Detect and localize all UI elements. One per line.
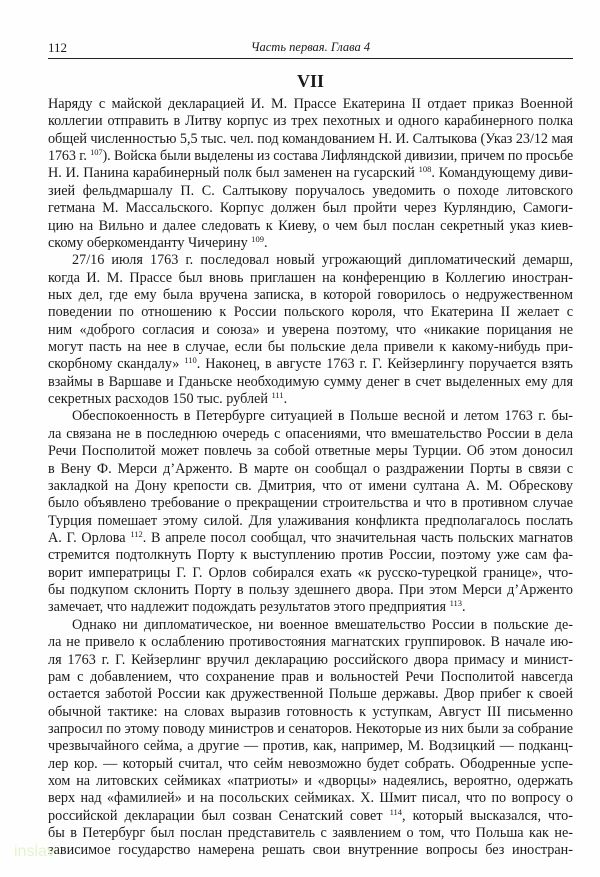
text-line-content: рам с добавлением, что сохранение прав и вольностей Речи Посполитой навсегда [48,668,573,685]
text-line [48,443,573,460]
text-line-content: цию на Вильно и далее следовать к Киеву, о чем был послан секретный указ киев- [48,217,573,234]
text-line [48,617,573,634]
text-line [48,356,573,373]
text-line [48,113,573,130]
text-line [48,461,573,478]
text-line-content: чрезвычайного сейма, а другие — против, как, например, М. Водзицкий — подканц- [48,738,573,755]
text-line [48,478,573,495]
text-line [48,322,573,339]
text-line-content: российской декларации был созван Сенатский совет [48,807,390,824]
text-line [48,686,573,703]
text-line-continuation: , который высказался, что- [402,807,573,824]
text-line-content: ним «доброго согласия и союза» и уверена поэтому, что «никакие порицания не [48,321,573,338]
text-line-content: 1763 г. [48,148,91,165]
text-line-content: общей численностью 5,5 тыс. чел. под командованием Н. И. Салтыкова (Указ 23/12 мая [48,130,573,147]
text-line [48,408,573,425]
text-line [48,565,573,582]
text-line [48,495,573,512]
text-line-content: Обеспокоенность в Петербурге ситуацией в Польше весной и летом 1763 г. бы- [72,408,573,425]
text-line [48,374,573,391]
text-line-continuation: . [263,234,268,251]
text-line [48,721,573,738]
text-line [48,304,573,321]
text-line-content: взаймы в Варшаве и Гданьске необходимую сумму денег в счет выделенных ему для [48,373,573,390]
text-line-content: зией фельдмаршалу П. С. Салтыкову поручалось уведомить о походе литовского [48,182,573,199]
text-line-content: было объявлено требование о прекращении строительства и что в противном случае [48,495,573,512]
text-line [48,652,573,669]
text-line-content: Турция помешает этому силой. Для улаживания конфликта предполагалось послать [48,512,573,529]
footnote-reference: 112 [130,528,143,539]
text-line-continuation: . Командующему диви- [431,165,573,182]
text-line [48,790,573,807]
text-line [48,669,573,686]
text-line [48,808,573,825]
text-line-content: гетмана М. Массальского. Корпус должен был пройти через Курляндию, Самоги- [48,200,573,217]
text-line-content: Наряду с майской декларацией И. М. Прассе Екатерина II отдает приказ Военной [48,96,573,112]
footnote-reference: 109 [251,233,264,244]
text-line-content: Однако ни дипломатическое, ни военное вмешательство России в польские де- [72,616,573,633]
text-line-content: ля 1763 г. Г. Кейзерлинг вручил декларацию российского двора примасу и минист- [48,651,573,668]
text-line [48,513,573,530]
text-line [48,704,573,721]
text-line-continuation: . [462,599,466,616]
text-line [48,547,573,564]
text-line-content: хом на литовских сеймиках «патриоты» и «дворцы» надеялись, вероятно, одержать [48,773,573,790]
text-line [48,252,573,269]
text-line [48,842,573,859]
text-line-content: обычной тактике: на словах выразив готовность к уступкам, Август III письменно [48,703,573,720]
text-line-content: ных дел, где ему была вручена записка, в которой говорилось о недружественном [48,286,573,303]
text-line-content: ла не привело к ослаблению противостояния магнатских группировок. В начале ию- [48,634,573,651]
text-line [48,599,573,616]
text-line-content: замечает, что надлежит подождать результатов этого предприятия [48,599,450,616]
footnote-reference: 110 [184,355,197,366]
text-line-continuation: . Наконец, в августе 1763 г. Г. Кейзерлингу поручается взять [196,356,573,373]
text-line-content: бы в Петербург был послан представитель с заявлением о том, что Польша как не- [48,825,573,842]
text-line-content: когда И. М. Прассе был вновь приглашен на конференцию в Коллегию иностран- [48,269,573,286]
text-line [48,582,573,599]
text-line-content: в Вену Ф. Мерси д’Арженто. В марте он сообщал о раздражении Порты в связи с [48,460,573,477]
text-line-content: А. Г. Орлова [48,529,131,546]
page-header [48,38,573,58]
text-line [48,200,573,217]
text-line [48,634,573,651]
text-line [48,183,573,200]
text-line [48,738,573,755]
body-text [48,96,573,860]
text-line-content: могут пасть на нее в случае, если бы польские дела привели к какому-нибудь при- [48,339,573,356]
watermark: inslav [14,843,55,860]
text-line-content: поведении по отношению к России польского короля, что Екатерина II желает с [48,304,573,321]
text-line [48,391,573,408]
text-line-content: скорбному скандалу» [48,356,185,373]
text-line [48,426,573,443]
text-line-content: закладкой на Дону крепости св. Дмитрия, что от имени султана А. М. Обрескову [48,477,573,494]
text-line-content: скому оберкоменданту Чичерину [48,234,252,251]
text-line [48,339,573,356]
text-line-content: запросил по этому поводу министров и сенаторов. Некоторые из них были за собрание [48,720,573,737]
footnote-reference: 111 [271,390,284,401]
text-line [48,165,573,182]
text-line-content: бы подкупом склонить Порту в пользу здешнего двора. При этом Мерси д’Арженто [48,582,573,599]
text-line-content: стремится подтолкнуть Порту к выступлению против России, поэтому уже сам фа- [48,547,573,564]
text-line-content: ла связана не в последнюю очередь с опасениями, что вмешательство России в дела [48,425,573,442]
text-line-content: 27/16 июля 1763 г. последовал новый угрожающий дипломатический демарш, [72,252,573,269]
text-line-continuation: . В апреле посол сообщал, что значительная часть польских магнатов [142,529,573,546]
text-line-content: лер кор. — который считал, что сейм невозможно будет собрать. Ободренные успе- [48,755,573,772]
text-line-continuation: ). Войска были выделены из состава Лифляндской дивизии, причем по просьбе [102,148,574,165]
text-line [48,287,573,304]
text-line-content: ворит императрицы Г. Г. Орлов собирался ехать «к русско-турецкой границе», что- [48,564,573,581]
text-line [48,530,573,547]
text-line-content: коллегии отправить в Литву корпус из трех пехотных и одного карабинерного полка [48,113,573,130]
footnote-reference: 113 [449,598,463,609]
running-title: Часть первая. Глава 4 [250,40,371,54]
text-line-content: секретных расходов 150 тыс. рублей [48,391,272,408]
text-line [48,825,573,842]
text-line-content: зависимое государство намерена решать свои внутренние вопросы без иностран- [48,842,573,859]
text-line-content: верх над «фамилией» и на посольских сеймиках. Х. Шмит писал, что по вопросу о [48,790,573,807]
footnote-reference: 107 [90,147,103,158]
text-line [48,756,573,773]
text-line [48,218,573,235]
text-line [48,96,573,113]
text-line-content: Н. И. Панина карабинерный полк был заменен на гусарский [48,165,419,182]
text-line [48,773,573,790]
footnote-reference: 108 [418,164,432,175]
text-line [48,270,573,287]
text-line-content: Речи Посполитой может повлечь за собой ответные меры Турции. Об этом доносил [48,443,573,460]
text-line [48,148,573,165]
section-heading: VII [296,71,324,91]
text-line [48,131,573,148]
text-line-content: остается заботой России как дружественной Польше державы. Двор прибег к своей [48,686,573,703]
header-rule [48,58,573,59]
page-number: 112 [48,40,68,55]
text-line [48,235,573,252]
footnote-reference: 114 [389,806,402,817]
text-line-continuation: . [283,391,288,408]
